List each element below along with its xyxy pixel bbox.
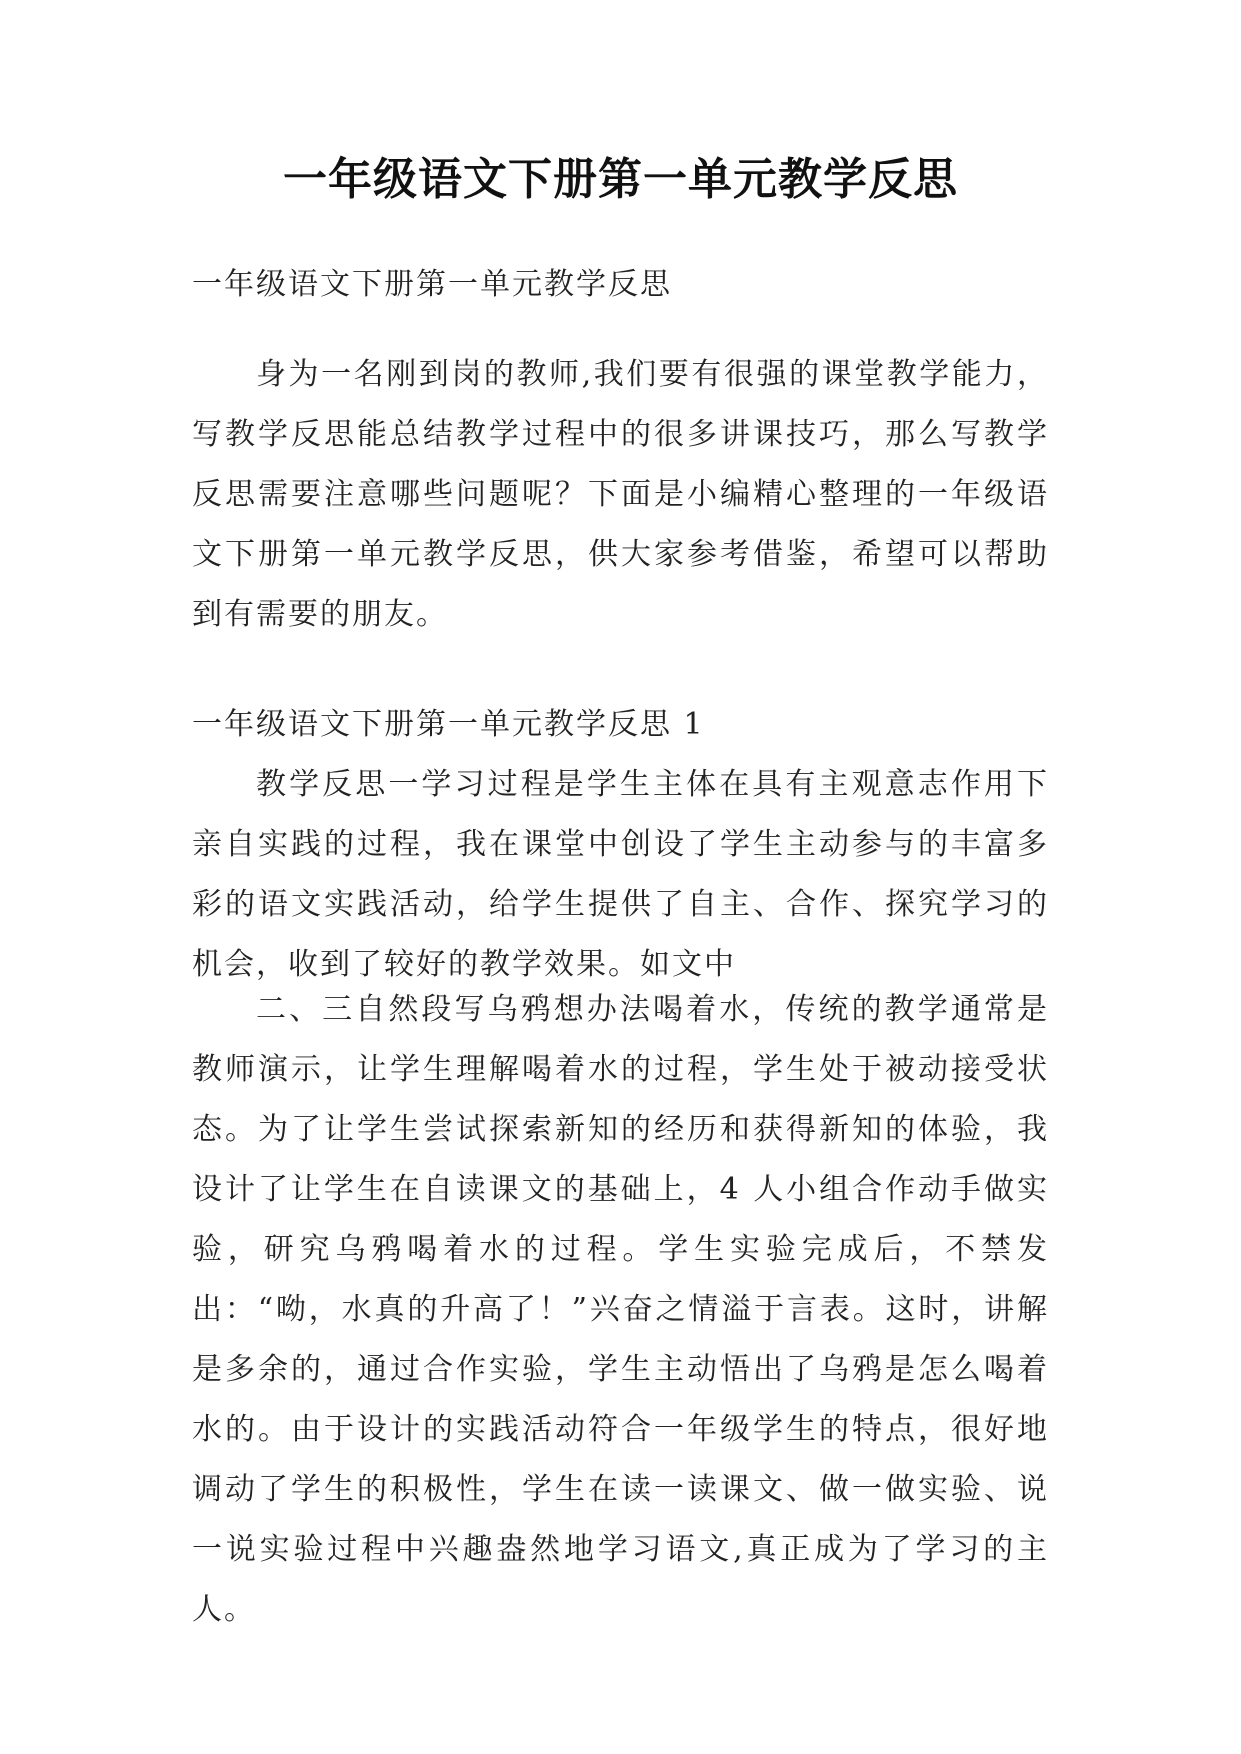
section-1-paragraph-1: 教学反思一学习过程是学生主体在具有主观意志作用下亲自实践的过程，我在课堂中创设了学生主动参与的丰富多彩的语文实践活动，给学生提供了自主、合作、探究学习的机会，收到了较好的教学效果。如文中: [192, 767, 1049, 982]
intro-paragraph: 身为一名刚到岗的教师,我们要有很强的课堂教学能力，写教学反思能总结教学过程中的很多讲课技巧，那么写教学反思需要注意哪些问题呢？下面是小编精心整理的一年级语文下册第一单元教学反思，供大家参考借鉴，希望可以帮助到有需要的朋友。: [192, 357, 1049, 632]
document-title: 一年级语文下册第一单元教学反思: [283, 154, 958, 205]
section-1-heading: 一年级语文下册第一单元教学反思 1: [192, 707, 705, 742]
intro-heading: 一年级语文下册第一单元教学反思: [192, 267, 672, 302]
section-1-paragraph-2: 二、三自然段写乌鸦想办法喝着水，传统的教学通常是教师演示，让学生理解喝着水的过程，学生处于被动接受状态。为了让学生尝试探索新知的经历和获得新知的体验，我设计了让学生在自读课文的基础上，4 人小组合作动手做实验，研究乌鸦喝着水的过程。学生实验完成后，不禁发出：“呦，水真的升高了！”兴奋之情溢于言表。这时，讲解是多余的，通过合作实验，学生主动悟出了乌鸦是怎么喝着水的。由于设计的实践活动符合一年级学生的特点，很好地调动了学生的积极性，学生在读一读课文、做一做实验、说一说实验过程中兴趣盎然地学习语文,真正成为了学习的主人。: [192, 992, 1049, 1627]
